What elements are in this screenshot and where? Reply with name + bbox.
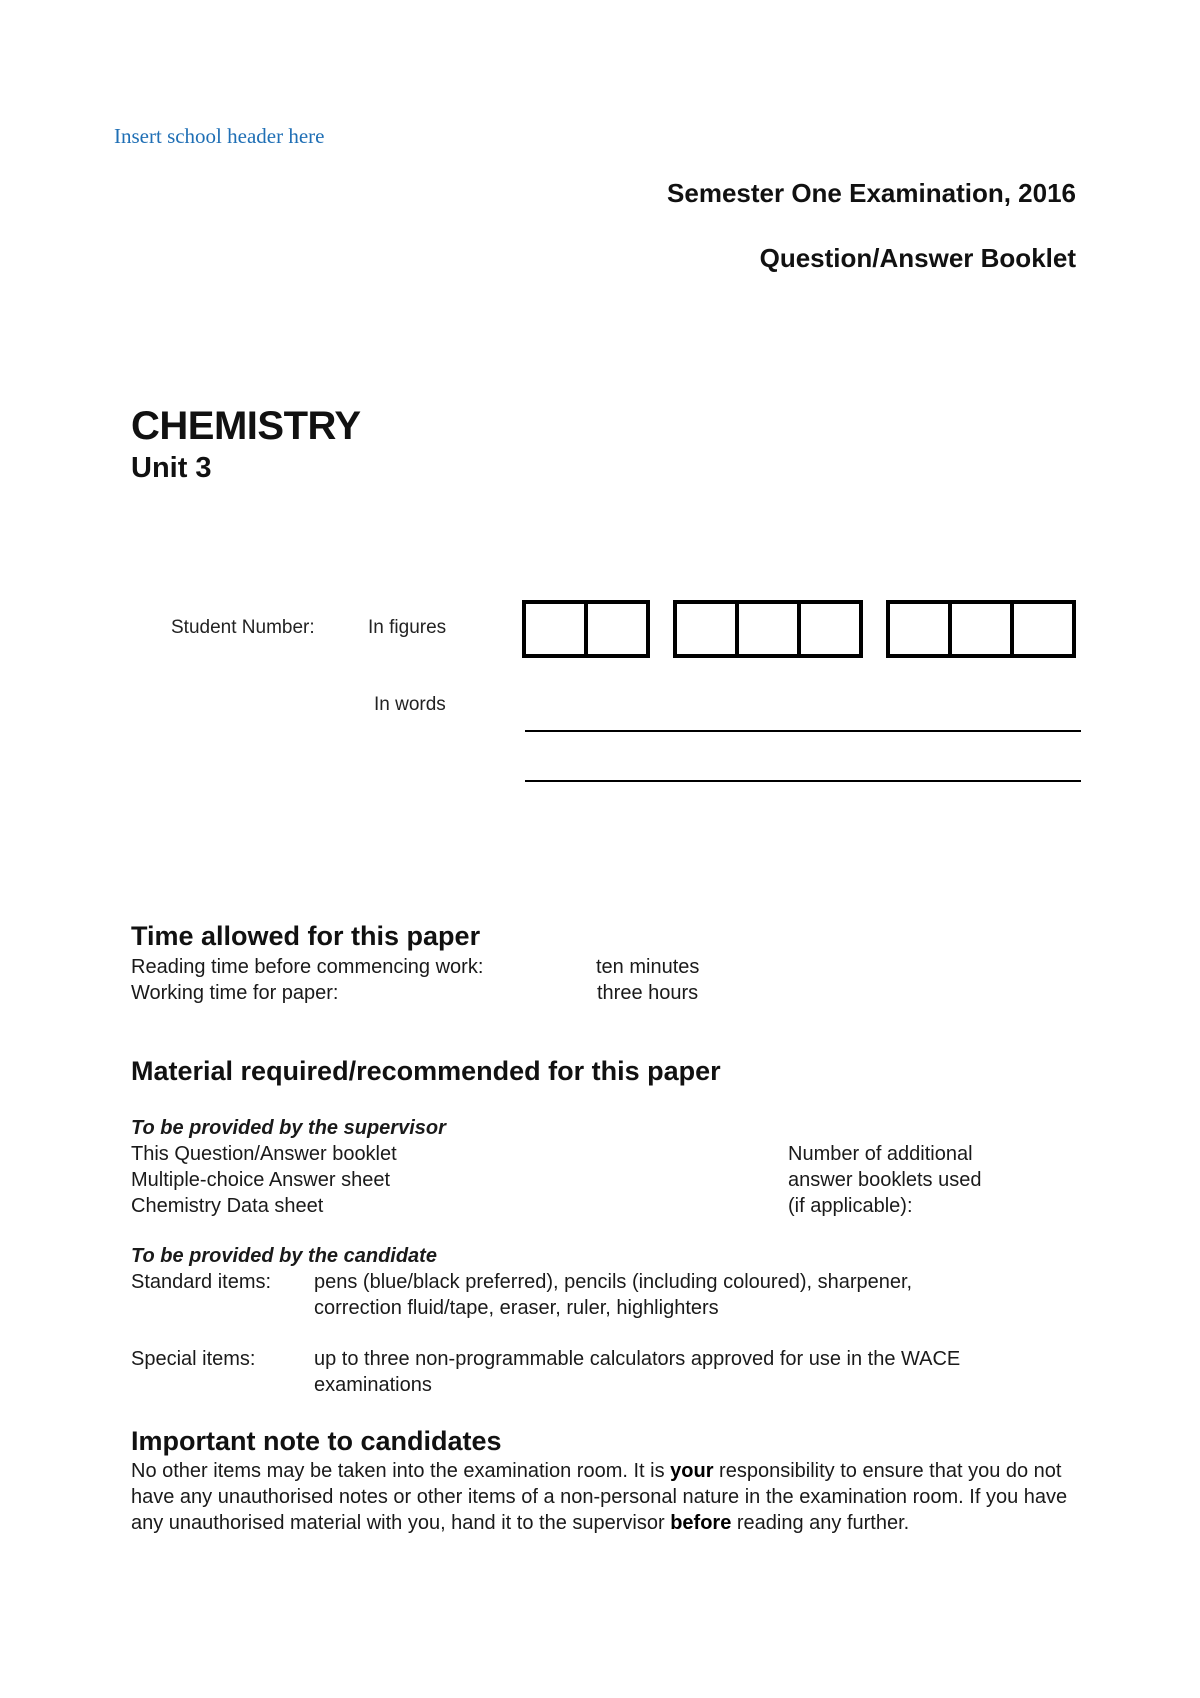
reading-time-label: Reading time before commencing work: [131, 956, 484, 978]
important-note-text: No other items may be taken into the examination room. It is your responsibility to ensure that you do not have any unauthorised notes or other items of a non-personal nature in the examination room. If you have any unauthorised material with you, hand it to the supervisor before reading any further. [131, 1460, 1068, 1534]
digit-box[interactable] [677, 604, 739, 654]
booklet-title: Question/Answer Booklet [759, 243, 1076, 273]
candidate-heading: To be provided by the candidate [131, 1245, 437, 1267]
digit-box[interactable] [526, 604, 588, 654]
digit-box[interactable] [952, 604, 1014, 654]
standard-items-text: correction fluid/tape, eraser, ruler, highlighters [314, 1297, 719, 1319]
digit-box[interactable] [1014, 604, 1072, 654]
special-items-text: up to three non-programmable calculators approved for use in the WACE [314, 1348, 961, 1370]
supervisor-heading: To be provided by the supervisor [131, 1117, 446, 1139]
in-words-label: In words [374, 694, 446, 715]
student-number-box-group-2 [673, 600, 863, 658]
digit-box[interactable] [890, 604, 952, 654]
standard-items-text: pens (blue/black preferred), pencils (including coloured), sharpener, [314, 1271, 913, 1293]
supervisor-item: Chemistry Data sheet [131, 1195, 324, 1217]
reading-time-value: ten minutes [596, 956, 700, 978]
supervisor-item: Multiple-choice Answer sheet [131, 1169, 391, 1191]
time-allowed-heading: Time allowed for this paper [131, 921, 481, 951]
in-words-line-2[interactable] [525, 780, 1081, 782]
important-note-heading: Important note to candidates [131, 1426, 502, 1456]
in-figures-label: In figures [368, 617, 447, 638]
school-header-placeholder: Insert school header here [114, 124, 325, 148]
additional-booklets-text: (if applicable): [788, 1195, 913, 1217]
digit-box[interactable] [588, 604, 646, 654]
working-time-value: three hours [597, 982, 699, 1004]
special-items-label: Special items: [131, 1348, 256, 1370]
materials-heading: Material required/recommended for this paper [131, 1056, 721, 1086]
special-items-text: examinations [314, 1374, 432, 1396]
working-time-label: Working time for paper: [131, 982, 339, 1004]
additional-booklets-text: Number of additional [788, 1143, 973, 1165]
student-number-box-group-1 [522, 600, 650, 658]
digit-box[interactable] [801, 604, 859, 654]
unit-title: Unit 3 [131, 452, 212, 484]
student-number-label: Student Number: [171, 617, 315, 638]
digit-box[interactable] [739, 604, 801, 654]
standard-items-label: Standard items: [131, 1271, 272, 1293]
exam-title: Semester One Examination, 2016 [667, 178, 1076, 208]
subject-title: CHEMISTRY [131, 404, 361, 448]
additional-booklets-text: answer booklets used [788, 1169, 982, 1191]
in-words-line-1[interactable] [525, 730, 1081, 732]
supervisor-item: This Question/Answer booklet [131, 1143, 397, 1165]
student-number-box-group-3 [886, 600, 1076, 658]
